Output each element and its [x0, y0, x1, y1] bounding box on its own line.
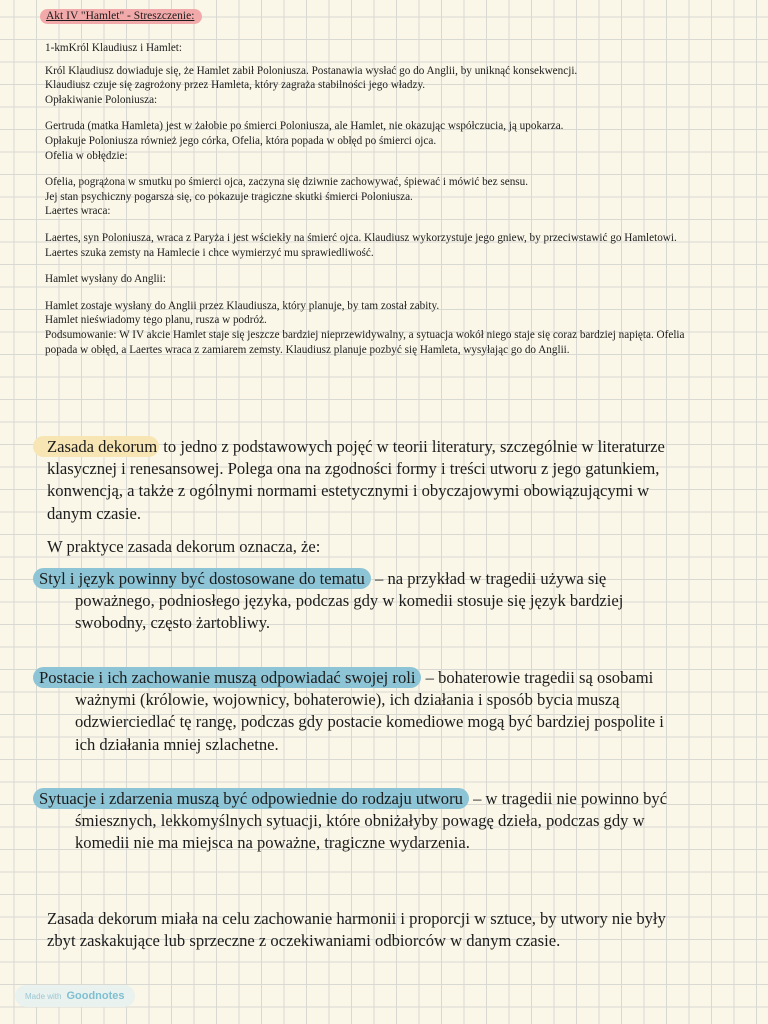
- summary-line: Opłakiwanie Poloniusza:: [45, 93, 158, 106]
- goodnotes-badge[interactable]: [15, 985, 135, 1007]
- summary-spacer: [45, 107, 685, 119]
- summary-line: 1-kmKról Klaudiusz i Hamlet:: [45, 42, 183, 54]
- summary-line: Król Klaudiusz dowiaduje się, że Hamlet zabił Poloniusza. Postanawia wysłać go do Anglii, by uniknąć konsekwencji.: [45, 64, 578, 77]
- decorum-intro: [47, 436, 687, 525]
- decorum-lead-text: W praktyce zasada dekorum oznacza, że:: [47, 537, 321, 556]
- point-text: – w tragedii nie powinno być śmiesznych, lekkomyślnych sytuacji, które obniżałyby powagę dzieła, podczas gdy w komedii nie ma miejsca na poważne, tragiczne wydarzenia.: [75, 789, 668, 853]
- decorum-point: [39, 568, 687, 635]
- summary-line: Hamlet zostaje wysłany do Anglii przez Klaudiusza, który planuje, by tam został zabity.: [45, 299, 440, 312]
- summary-spacer: [45, 287, 685, 299]
- summary-line: Hamlet wysłany do Anglii:: [45, 273, 166, 286]
- point-highlight: Postacie i ich zachowanie muszą odpowiadać swojej roli: [33, 667, 421, 688]
- goodnotes-logo: Goodnotes: [66, 990, 125, 1002]
- summary-line: Ofelia w obłędzie:: [45, 149, 128, 162]
- decorum-conclusion: [47, 908, 687, 952]
- summary-line: Laertes, syn Poloniusza, wraca z Paryża i jest wściekły na śmierć ojca. Klaudiusz wykorzystuje jego gniew, by przeciwstawić go Hamletowi.: [45, 231, 677, 244]
- summary-line: Hamlet nieświadomy tego planu, rusza w podróż.: [45, 314, 267, 327]
- decorum-point: [39, 667, 687, 756]
- point-highlight: Sytuacje i zdarzenia muszą być odpowiednie do rodzaju utworu: [33, 788, 469, 809]
- decorum-conclusion-text: Zasada dekorum miała na celu zachowanie harmonii i proporcji w sztuce, by utwory nie były zbyt zaskakujące lub sprzeczne z oczekiwaniami odbiorców w danym czasie.: [47, 909, 666, 951]
- point-text: – na przykład w tragedii używa się poważnego, podniosłego języka, podczas gdy w komedii stosuje się język bardziej swobodny, często żartobliwy.: [75, 569, 624, 633]
- summary-spacer: [45, 260, 685, 272]
- decorum-intro-text: to jedno z podstawowych pojęć w teorii literatury, szczególnie w literaturze klasycznej i renesansowej. Polega ona na zgodności formy i treści utworu z jego gatunkiem, konwencją, a także z ogólnymi normami estetycznymi i obyczajowymi obowiązującymi w danym czasie.: [47, 437, 665, 523]
- summary-line: Opłakuje Poloniusza również jego córka, Ofelia, która popada w obłęd po śmierci ojca.: [45, 134, 437, 147]
- summary-line: Klaudiusz czuje się zagrożony przez Hamleta, który zagraża stabilności jego władzy.: [45, 79, 426, 92]
- summary-line: Podsumowanie: W IV akcie Hamlet staje się jeszcze bardziej nieprzewidywalny, a sytuacja wokół niego staje się coraz bardziej napięta. Ofelia popada w obłęd, a Laertes wraca z zamiarem zemsty. Klaudiusz planuje pozbyć się Hamleta, wysyłając go do Anglii.: [45, 328, 685, 356]
- summary-spacer: [45, 56, 685, 64]
- summary-spacer: [45, 219, 685, 231]
- summary-line: Laertes szuka zemsty na Hamlecie i chce wymierzyć mu sprawiedliwość.: [45, 246, 374, 259]
- point-text: – bohaterowie tragedii są osobami ważnymi (królowie, wojownicy, bohaterowie), ich działania i sposób bycia muszą odzwierciedlać tę rangę, podczas gdy postacie komediowe mogą być bardziej pospolite i ich działania mniej szlachetne.: [75, 668, 664, 754]
- decorum-point: [39, 788, 687, 855]
- decorum-lead: [47, 536, 687, 558]
- summary-spacer: [45, 163, 685, 175]
- page-title: Akt IV "Hamlet" - Streszczenie:: [40, 9, 202, 24]
- point-highlight: Styl i język powinny być dostosowane do tematu: [33, 568, 371, 589]
- summary-line: Jej stan psychiczny pogarsza się, co pokazuje tragiczne skutki śmierci Poloniusza.: [45, 190, 413, 203]
- made-with-label: Made with: [25, 991, 62, 1001]
- summary-block: [45, 41, 685, 357]
- summary-line: Laertes wraca:: [45, 205, 111, 218]
- decorum-term-highlight: Zasada dekorum: [33, 436, 159, 457]
- summary-line: Gertruda (matka Hamleta) jest w żałobie po śmierci Poloniusza, ale Hamlet, nie okazując współczucia, ją upokarza.: [45, 120, 564, 133]
- summary-line: Ofelia, pogrążona w smutku po śmierci ojca, zaczyna się dziwnie zachowywać, śpiewać i mówić bez sensu.: [45, 176, 529, 189]
